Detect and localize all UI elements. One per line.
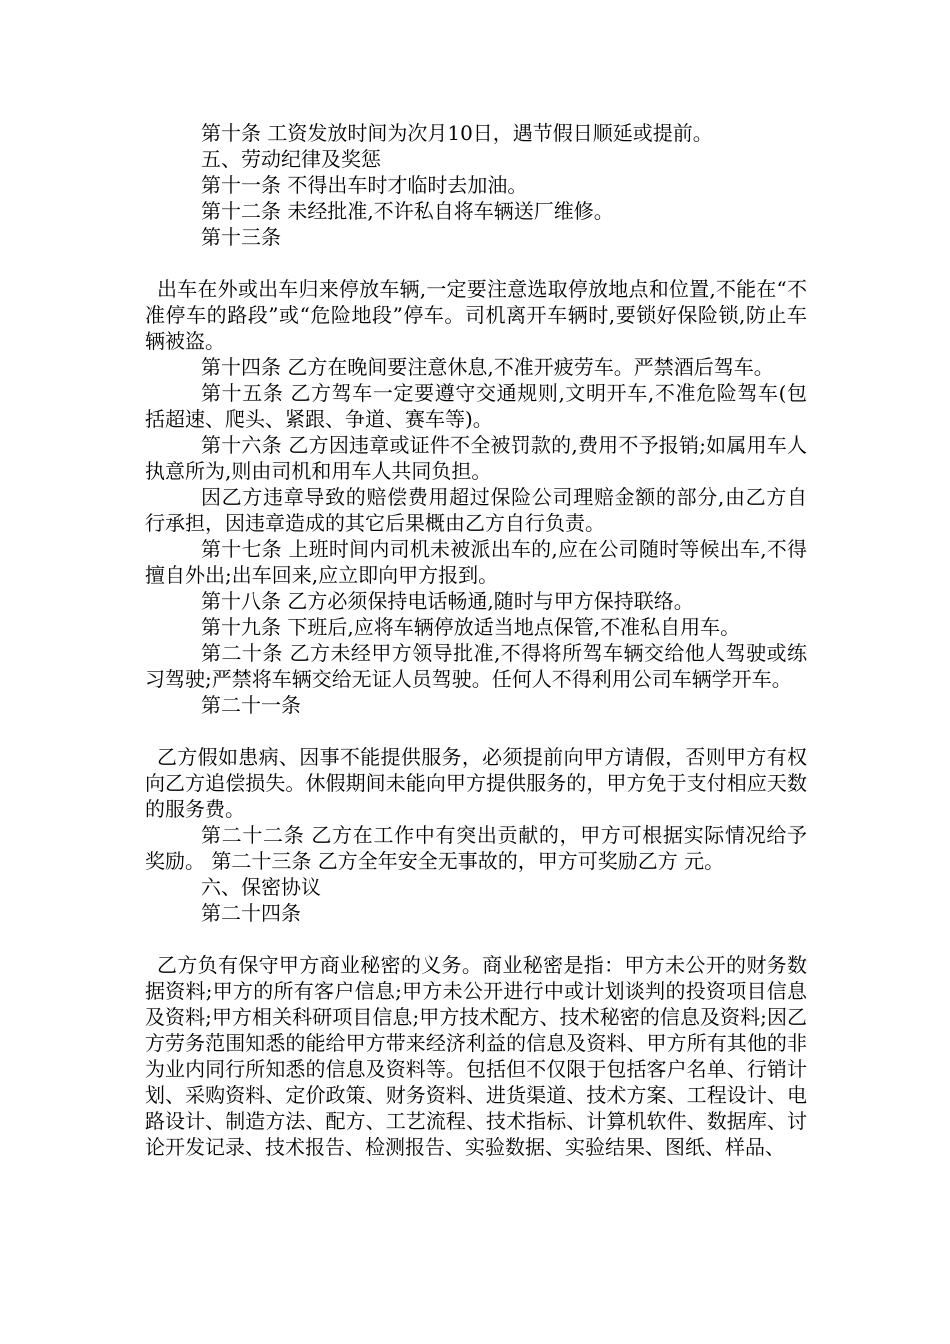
paragraph-article-11: 第十一条 不得出车时才临时去加油。 xyxy=(201,173,528,197)
paragraph-article-10: 第十条 工资发放时间为次月10日，遇节假日顺延或提前。 xyxy=(201,121,713,145)
blank-line xyxy=(145,250,807,276)
paragraph-article-24-body: 乙方负有保守甲方商业秘密的义务。商业秘密是指：甲方未公开的财务数据资料;甲方的所有客户信息;甲方未公开进行中或计划谈判的投资项目信息及资料;甲方相关科研项目信息;甲方技术配方、技术秘密的信息及资料;因乙方劳务范围知悉的能给甲方带来经济利益的信息及资料、甲方所有其他的非为业内同行所知悉的信息及资料等。包括但不仅限于包括客户名单、行销计划、采购资料、定价政策、财务资料、进货渠道、技术方案、工程设计、电路设计、制造方法、配方、工艺流程、技术指标、计算机软件、数据库、讨论开发记录、技术报告、检测报告、实验数据、实验结果、图纸、样品、 xyxy=(145,953,807,1159)
paragraph-article-17: 第十七条 上班时间内司机未被派出车的,应在公司随时等候出车,不得擅自外出;出车回来,应立即向甲方报到。 xyxy=(145,537,807,587)
paragraph-article-15: 第十五条 乙方驾车一定要遵守交通规则,文明开车,不准危险驾车(包括超速、爬头、紧跟、争道、赛车等)。 xyxy=(145,381,807,431)
paragraph-article-14: 第十四条 乙方在晚间要注意休息,不准开疲劳车。严禁酒后驾车。 xyxy=(201,355,774,379)
paragraph-article-16: 第十六条 乙方因违章或证件不全被罚款的,费用不予报销;如属用车人执意所为,则由司机和用车人共同负担。 xyxy=(145,433,807,483)
paragraph-article-21-body: 乙方假如患病、因事不能提供服务，必须提前向甲方请假，否则甲方有权向乙方追偿损失。休假期间未能向甲方提供服务的，甲方免于支付相应天数的服务费。 xyxy=(145,745,807,821)
paragraph-article-20: 第二十条 乙方未经甲方领导批准,不得将所驾车辆交给他人驾驶或练习驾驶;严禁将车辆交给无证人员驾驶。任何人不得利用公司车辆学开车。 xyxy=(145,641,807,691)
paragraph-article-16-continued: 因乙方违章导致的赔偿费用超过保险公司理赔金额的部分,由乙方自行承担，因违章造成的其它后果概由乙方自行负责。 xyxy=(145,485,807,535)
paragraph-article-22-23: 第二十二条 乙方在工作中有突出贡献的，甲方可根据实际情况给予奖励。 第二十三条 乙方全年安全无事故的，甲方可奖励乙方 元。 xyxy=(145,823,807,873)
paragraph-article-13-heading: 第十三条 xyxy=(201,225,281,249)
paragraph-article-19: 第十九条 下班后,应将车辆停放适当地点保管,不准私自用车。 xyxy=(201,615,741,639)
blank-line xyxy=(145,718,807,744)
blank-line xyxy=(145,926,807,952)
paragraph-article-12: 第十二条 未经批准,不许私自将车辆送厂维修。 xyxy=(201,199,614,223)
paragraph-article-18: 第十八条 乙方必须保持电话畅通,随时与甲方保持联络。 xyxy=(201,589,694,613)
section-heading-5: 五、劳动纪律及奖惩 xyxy=(201,147,381,171)
paragraph-article-13-body: 出车在外或出车归来停放车辆,一定要注意选取停放地点和位置,不能在“不准停车的路段”或“危险地段”停车。司机离开车辆时,要锁好保险锁,防止车辆被盗。 xyxy=(145,277,807,353)
section-heading-6: 六、保密协议 xyxy=(201,875,321,899)
paragraph-article-24-heading: 第二十四条 xyxy=(201,901,301,925)
document-body xyxy=(145,120,807,1160)
paragraph-article-21-heading: 第二十一条 xyxy=(201,693,301,717)
